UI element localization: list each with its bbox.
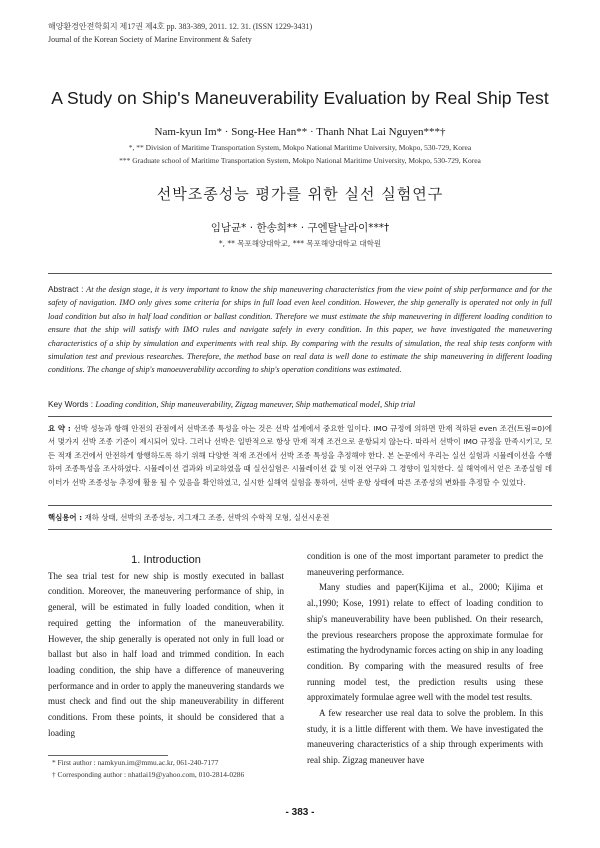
- korean-abstract: [48, 422, 552, 489]
- affiliation-2: *** Graduate school of Maritime Transportation System, Mokpo National Maritime University, Mokpo, 530-729, Korea: [119, 156, 481, 165]
- paper-title: A Study on Ship's Maneuverability Evaluation by Real Ship Test: [51, 88, 549, 108]
- abstract-text: At the design stage, it is very important to know the ship maneuvering characteristics from the view point of ship performance and for the safety of navigation. IMO only gives some criteria for ships in full load even keel condition. However, the ship generally is operated not only in full load condition but also in half load condition or ballast condition. Therefore we must estimate the ship maneuvering in different loading condition to ensure that the ship will satisfy with IMO rules and navigate safely in every condition. In this paper, we have investigated the maneuvering characteristics of a ship by simulation and experiments with real ship. By comparing with the results of simulation, the real ship tests conform with simulation test and previous researches. Therefore, the method base on real data is well done to estimate the ship maneuvering in different loading conditions. The change of ship's manoeuverability according to ship's operation conditions was estimated.: [48, 285, 552, 375]
- right-paragraph-3: A few researcher use real data to solve the problem. In this study, it is a little different with them. We have investigated the maneuvering characteristics of a ship through experiments with real ship. Zigzag maneuver have: [307, 708, 543, 766]
- right-column: [307, 549, 543, 769]
- korean-abstract-label: 요 약 :: [48, 424, 74, 433]
- left-column: [48, 553, 284, 741]
- keywords-rule: [48, 416, 552, 417]
- korean-keywords-rule: [48, 505, 552, 506]
- keywords-label: Key Words :: [48, 399, 96, 409]
- author-list: Nam-kyun Im* · Song-Hee Han** · Thanh Nhat Lai Nguyen***†: [154, 126, 446, 138]
- left-paragraph-1: The sea trial test for new ship is mostly executed in ballast condition. Moreover, the maneuvering performance of ship, in general, will be estimated in fully loaded condition, when it required getting the information of the maneuverability. However, the ship generally is operated not only in full load or ballast but also in half load and trimmed condition. In each loading condition, the ship have a difference of maneuvering performance and in order to apply the maneuvering standards we must check and find out the ship maneuverability in different conditions. From these points, it should be considered that a loading: [48, 570, 284, 738]
- abstract-label: Abstract :: [48, 284, 87, 294]
- right-paragraph-1: condition is one of the most important parameter to predict the maneuvering performance.: [307, 551, 543, 577]
- affiliation-1: *, ** Division of Maritime Transportation System, Mokpo National Maritime University, Mokpo, 530-729, Korea: [128, 143, 472, 152]
- page-number: - 383 -: [285, 807, 315, 818]
- footnote-first-author: * First author : namkyun.im@mmu.ac.kr, 061-240-7177: [52, 758, 219, 767]
- korean-author-list: 임남균* · 한송희** · 구엔탈날라이***†: [210, 222, 390, 234]
- journal-info-korean: 해양환경안전학회지 제17권 제4호 pp. 383-389, 2011. 12. 31. (ISSN 1229-3431): [48, 22, 313, 31]
- korean-title: 선박조종성능 평가를 위한 실선 실험연구: [156, 185, 444, 203]
- footnote-rule: [48, 755, 168, 756]
- right-paragraph-2: Many studies and paper(Kijima et al., 2000; Kijima et al.,1990; Kose, 1991) relate to effect of loading condition to ship's maneuverability have been published. On their research, the previous researchers propose the approximate formulae for estimating the hydrodynamic forces acting on ship in any loading condition. By comparing with the measured results of free running model test, the prediction results using these approximately formulae agree well with the model test results.: [307, 582, 543, 703]
- english-abstract: [48, 283, 552, 377]
- keywords-text: Loading condition, Ship maneuverability, Zigzag maneuver, Ship mathematical model, Ship trial: [95, 400, 416, 409]
- english-keywords: [48, 399, 552, 409]
- abstract-top-rule: [48, 273, 552, 274]
- korean-keywords-label: 핵심용어 :: [48, 513, 85, 522]
- journal-name-english: Journal of the Korean Society of Marine Environment & Safety: [48, 35, 252, 44]
- body-top-rule: [48, 529, 552, 530]
- korean-keywords: [48, 512, 552, 523]
- journal-header: [48, 20, 312, 46]
- section-heading: 1. Introduction: [131, 554, 201, 566]
- korean-affiliation: *, ** 목포해양대학교, *** 목포해양대학교 대학원: [218, 239, 382, 248]
- korean-abstract-text: 선박 성능과 항해 안전의 관점에서 선박조종 특성을 아는 것은 선박 설계에서 중요한 일이다. IMO 규정에 의하면 만재 적하된 even 조건(트림=0)에서 몇가지 선박 조종 기준이 제시되어 있다. 그러나 선박은 일반적으로 항상 만재 적재 조건으로 운항되지 않는다. 따라서 선박이 IMO 규정을 만족시키고, 모든 적재 조건에서 안전하게 항행하도록 하기 위해 다양한 적재 조건에서 선박 조종 특성을 추정해야 한다. 본 논문에서 우리는 실선 실험과 시뮬레이션을 수행하여 조종특성을 조사하였다. 시뮬레이션 결과와 비교하였을 때 실선실험은 시뮬레이션 값 및 이전 연구와 그 경향이 일치한다. 실 해역에서 얻은 조종실험 데이터가 선박 조종성능 추정에 활용 될 수 있음을 확인하였고, 실시한 실해역 실험을 통하여, 선박 운항 상태에 따른 조종성의 변화를 추정할 수 있었다.: [48, 424, 552, 487]
- footnote-corresponding-author: † Corresponding author : nhatlai19@yahoo.com, 010-2814-0286: [52, 770, 245, 779]
- korean-keywords-text: 재하 상태, 선박의 조종성능, 지그재그 조종, 선박의 수학적 모형, 실선시운전: [84, 513, 330, 522]
